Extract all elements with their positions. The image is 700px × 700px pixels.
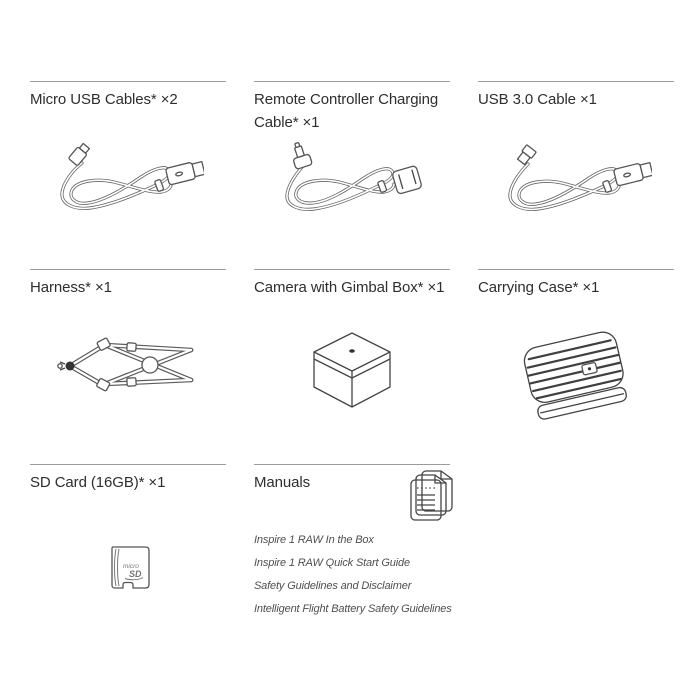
usb-a-connector (165, 160, 204, 185)
item-label: USB 3.0 Cable ×1 (478, 91, 597, 108)
item-cell-usb3-cable (478, 81, 674, 269)
item-cell-gimbal-box (254, 269, 450, 464)
usb3-cable-illustration (500, 139, 652, 224)
item-label: Camera with Gimbal Box* ×1 (254, 279, 445, 296)
item-label: Carrying Case* ×1 (478, 279, 600, 296)
item-label: Manuals (254, 474, 310, 491)
micro-usb-connector (68, 142, 91, 166)
item-cell-manuals (254, 464, 450, 700)
item-cell-sd-card (30, 464, 226, 700)
carrying-case-illustration (518, 329, 634, 427)
item-cell-micro-usb-cables (30, 81, 226, 269)
micro-sd-card-illustration (101, 545, 155, 591)
harness-illustration (57, 329, 199, 401)
usb3-micro-b-connector (516, 145, 536, 166)
rc-flat-connector (392, 165, 422, 194)
barrel-plug-connector (289, 140, 313, 169)
manuals-stack-icon (410, 470, 454, 522)
manual-title: Inspire 1 RAW In the Box (254, 534, 374, 546)
manual-title: Safety Guidelines and Disclaimer (254, 580, 412, 592)
gimbal-box-illustration (304, 329, 400, 413)
item-cell-harness (30, 269, 226, 464)
rc-charging-cable-illustration (276, 139, 428, 224)
item-label: Remote Controller Charging Cable* ×1 (254, 91, 439, 131)
usb-a-connector (613, 161, 652, 186)
item-label: SD Card (16GB)* ×1 (30, 474, 166, 491)
sd-logo-text: SD (129, 569, 142, 579)
manual-title: Inspire 1 RAW Quick Start Guide (254, 557, 410, 569)
micro-usb-cable-illustration (52, 139, 204, 224)
micro-sd-logo-text: micro (123, 563, 139, 570)
items-grid (30, 81, 674, 700)
manual-title: Intelligent Flight Battery Safety Guidelines (254, 603, 452, 615)
item-cell-rc-charging-cable (254, 81, 450, 269)
manuals-list (254, 529, 494, 621)
item-label: Micro USB Cables* ×2 (30, 91, 178, 108)
item-label: Harness* ×1 (30, 279, 112, 296)
item-cell-carrying-case (478, 269, 674, 464)
